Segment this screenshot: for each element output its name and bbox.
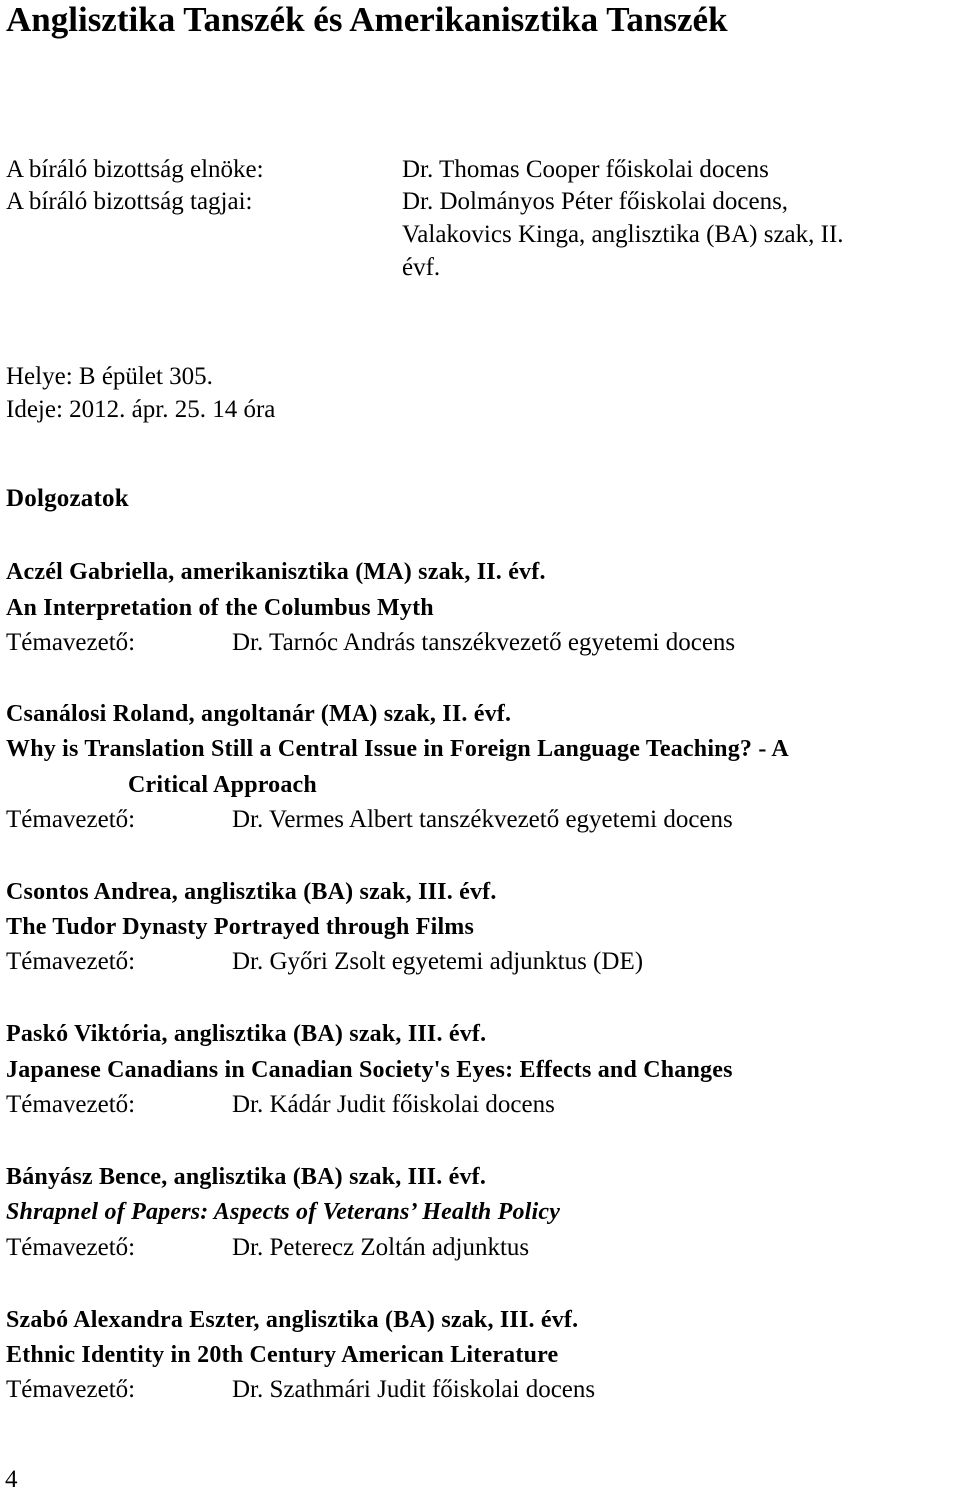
paper-student: Szabó Alexandra Eszter, anglisztika (BA) szak, III. évf.: [6, 1307, 579, 1333]
paper-title: Why is Translation Still a Central Issue in Foreign Language Teaching? - A: [6, 736, 789, 762]
paper-supervisor: Dr. Peterecz Zoltán adjunktus: [232, 1234, 530, 1261]
paper-title: Japanese Canadians in Canadian Society's Eyes: Effects and Changes: [6, 1057, 733, 1083]
paper-supervisor: Dr. Vermes Albert tanszékvezető egyetemi docens: [232, 806, 733, 833]
members-line-2: Valakovics Kinga, anglisztika (BA) szak, II.: [402, 221, 844, 248]
supervisor-label: Témavezető:: [6, 1376, 136, 1403]
paper-title: Shrapnel of Papers: Aspects of Veterans’ Health Policy: [6, 1199, 561, 1225]
supervisor-label: Témavezető:: [6, 1091, 136, 1118]
supervisor-label: Témavezető:: [6, 948, 136, 975]
page-title: Anglisztika Tanszék és Amerikanisztika Tanszék: [6, 0, 728, 39]
members-line-3: évf.: [402, 254, 441, 281]
time-text: Ideje: 2012. ápr. 25. 14 óra: [6, 396, 276, 423]
paper-supervisor: Dr. Győri Zsolt egyetemi adjunktus (DE): [232, 948, 644, 975]
paper-supervisor: Dr. Kádár Judit főiskolai docens: [232, 1091, 555, 1118]
paper-student: Paskó Viktória, anglisztika (BA) szak, III. évf.: [6, 1021, 487, 1047]
location-text: Helye: B épület 305.: [6, 363, 213, 390]
page-number: 4: [5, 1466, 18, 1493]
chair-value: Dr. Thomas Cooper főiskolai docens: [402, 156, 769, 183]
paper-student: Csontos Andrea, anglisztika (BA) szak, III. évf.: [6, 879, 497, 905]
supervisor-label: Témavezető:: [6, 806, 136, 833]
paper-title: Ethnic Identity in 20th Century American Literature: [6, 1342, 559, 1368]
paper-student: Bányász Bence, anglisztika (BA) szak, III. évf.: [6, 1164, 487, 1190]
members-line-1: Dr. Dolmányos Péter főiskolai docens,: [402, 188, 789, 215]
chair-label: A bíráló bizottság elnöke:: [6, 156, 264, 183]
supervisor-label: Témavezető:: [6, 629, 136, 656]
paper-title: The Tudor Dynasty Portrayed through Films: [6, 914, 475, 940]
paper-title-continued: Critical Approach: [128, 772, 317, 798]
paper-student: Aczél Gabriella, amerikanisztika (MA) szak, II. évf.: [6, 559, 546, 585]
paper-supervisor: Dr. Tarnóc András tanszékvezető egyetemi docens: [232, 629, 736, 656]
section-title: Dolgozatok: [6, 485, 129, 512]
paper-title: An Interpretation of the Columbus Myth: [6, 595, 434, 621]
paper-supervisor: Dr. Szathmári Judit főiskolai docens: [232, 1376, 596, 1403]
members-label: A bíráló bizottság tagjai:: [6, 188, 253, 215]
paper-student: Csanálosi Roland, angoltanár (MA) szak, II. évf.: [6, 701, 512, 727]
supervisor-label: Témavezető:: [6, 1234, 136, 1261]
